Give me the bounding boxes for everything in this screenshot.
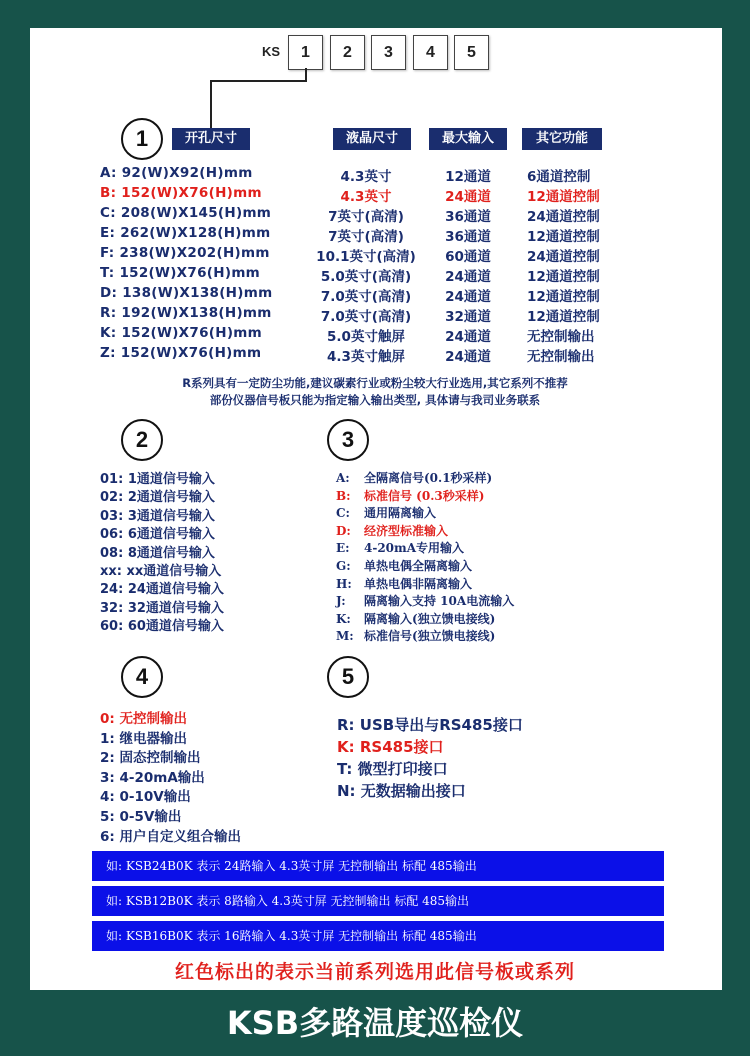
- lcd-size-cell: 7英寸(高清): [328, 209, 404, 225]
- input-type-item: [336, 488, 514, 506]
- channel-count-item: 60: 60通道信号输入: [100, 619, 224, 635]
- input-type-item: [336, 523, 514, 541]
- code-box-3: 3: [371, 35, 406, 70]
- input-type-code: A:: [336, 471, 350, 485]
- cutout-size-cell: Z: 152(W)X76(H)mm: [100, 345, 262, 361]
- connector-line: [210, 80, 212, 132]
- function-cell: 12通道控制: [527, 269, 600, 285]
- section-2-number: 2: [121, 419, 163, 461]
- max-input-cell: 36通道: [445, 209, 491, 225]
- product-title: KSB多路温度巡检仪: [226, 1004, 524, 1042]
- input-type-text: 通用隔离输入: [364, 506, 437, 521]
- channel-count-item: 03: 3通道信号输入: [100, 508, 215, 524]
- communication-item: R: USB导出与RS485接口: [337, 716, 523, 734]
- input-type-code: D:: [336, 523, 351, 538]
- control-output-item: 3: 4-20mA输出: [100, 769, 205, 786]
- input-type-item: [336, 558, 514, 576]
- input-type-text: 经济型标准输入: [364, 523, 449, 538]
- channel-count-item: xx: xx通道信号输入: [100, 563, 222, 579]
- control-output-item: 2: 固态控制输出: [100, 750, 201, 767]
- input-type-item: [336, 470, 514, 488]
- section-4-number: 4: [121, 656, 163, 698]
- input-type-item: [336, 611, 514, 629]
- model-prefix: KS: [262, 44, 281, 59]
- function-cell: 24通道控制: [527, 209, 600, 225]
- input-type-text: 4-20mA专用输入: [364, 541, 465, 556]
- code-box-5: 5: [454, 35, 489, 70]
- header-cutout-size: 开孔尺寸: [172, 128, 250, 150]
- channel-count-item: 08: 8通道信号输入: [100, 545, 215, 561]
- function-cell: 12通道控制: [527, 229, 600, 245]
- dust-note: R系列具有一定防尘功能,建议碳素行业或粉尘较大行业选用,其它系列不推荐: [182, 376, 568, 390]
- lcd-column: [314, 167, 418, 367]
- function-cell: 12通道控制: [527, 189, 600, 205]
- lcd-size-cell: 10.1英寸(高清): [316, 249, 416, 265]
- max-input-cell: 24通道: [445, 349, 491, 365]
- max-input-cell: 12通道: [445, 169, 491, 185]
- lcd-size-cell: 4.3英寸: [340, 169, 392, 185]
- input-type-text: 单热电偶全隔离输入: [364, 558, 473, 573]
- communication-item: N: 无数据输出接口: [337, 782, 466, 800]
- lcd-size-cell: 7.0英寸(高清): [320, 309, 412, 325]
- code-box-1: 1: [288, 35, 323, 70]
- cutout-size-cell: C: 208(W)X145(H)mm: [100, 205, 272, 221]
- communication-item: K: RS485接口: [337, 738, 444, 756]
- input-type-text: 隔离输入支持 10A电流输入: [364, 594, 515, 609]
- cutout-size-cell: K: 152(W)X76(H)mm: [100, 325, 263, 341]
- control-output-item: 6: 用户自定义组合输出: [100, 828, 241, 845]
- section-5-number: 5: [327, 656, 369, 698]
- input-type-code: B:: [336, 488, 351, 503]
- input-type-code: J:: [336, 594, 346, 609]
- header-lcd-size: 液晶尺寸: [333, 128, 411, 150]
- code-box-4: 4: [413, 35, 448, 70]
- input-type-text: 隔离输入(独立馈电接线): [364, 611, 496, 626]
- function-column: [527, 167, 600, 367]
- input-type-code: M:: [336, 629, 354, 644]
- code-box-2: 2: [330, 35, 365, 70]
- max-input-cell: 24通道: [445, 289, 491, 305]
- cutout-column: [100, 163, 272, 363]
- lcd-size-cell: 5.0英寸(高清): [320, 269, 412, 285]
- input-type-item: [336, 628, 514, 646]
- channel-count-item: 32: 32通道信号输入: [100, 600, 224, 616]
- example-bar-1: 如: KSB24B0K 表示 24路输入 4.3英寸屏 无控制输出 标配 485输出: [92, 851, 664, 881]
- max-input-cell: 24通道: [445, 329, 491, 345]
- input-type-item: [336, 576, 514, 594]
- control-output-item: 4: 0-10V输出: [100, 789, 191, 806]
- inputs-column: [432, 167, 504, 367]
- input-type-text: 单热电偶非隔离输入: [364, 576, 473, 591]
- example-bar-2: 如: KSB12B0K 表示 8路输入 4.3英寸屏 无控制输出 标配 485输出: [92, 886, 664, 916]
- communication-item: T: 微型打印接口: [337, 760, 448, 778]
- input-type-code: C:: [336, 506, 350, 521]
- max-input-cell: 24通道: [445, 269, 491, 285]
- cutout-size-cell: B: 152(W)X76(H)mm: [100, 185, 262, 201]
- input-type-text: 标准信号 (0.3秒采样): [364, 488, 485, 503]
- section-3-number: 3: [327, 419, 369, 461]
- input-type-code: H:: [336, 576, 352, 591]
- signal-board-note: 部份仪器信号板只能为指定输入输出类型, 具体请与我司业务联系: [209, 393, 541, 407]
- input-type-item: [336, 593, 514, 611]
- control-output-item: 1: 继电器输出: [100, 730, 187, 747]
- input-type-code: G:: [336, 558, 351, 573]
- input-type-item: [336, 540, 514, 558]
- cutout-size-cell: T: 152(W)X76(H)mm: [100, 265, 261, 281]
- channel-count-item: 06: 6通道信号输入: [100, 527, 215, 543]
- cutout-size-cell: R: 192(W)X138(H)mm: [100, 305, 272, 321]
- cutout-size-cell: D: 138(W)X138(H)mm: [100, 285, 273, 301]
- cutout-size-cell: E: 262(W)X128(H)mm: [100, 225, 271, 241]
- example-bar-3: 如: KSB16B0K 表示 16路输入 4.3英寸屏 无控制输出 标配 485输出: [92, 921, 664, 951]
- max-input-cell: 24通道: [445, 189, 491, 205]
- section-1-number: 1: [121, 118, 163, 160]
- function-cell: 无控制输出: [527, 349, 595, 365]
- lcd-size-cell: 4.3英寸: [340, 189, 392, 205]
- function-cell: 24通道控制: [527, 249, 600, 265]
- connector-line: [210, 80, 307, 82]
- control-output-item: 0: 无控制输出: [100, 711, 187, 727]
- cutout-size-cell: A: 92(W)X92(H)mm: [100, 165, 253, 181]
- channel-count-item: 01: 1通道信号输入: [100, 472, 215, 487]
- communication-list: [337, 714, 523, 802]
- function-cell: 12通道控制: [527, 309, 600, 325]
- lcd-size-cell: 7英寸(高清): [328, 229, 404, 245]
- max-input-cell: 60通道: [445, 249, 491, 265]
- channel-count-item: 24: 24通道信号输入: [100, 582, 224, 598]
- input-type-text: 标准信号(独立馈电接线): [364, 629, 496, 644]
- channel-count-list: [100, 471, 224, 637]
- function-cell: 无控制输出: [527, 329, 595, 345]
- function-cell: 12通道控制: [527, 289, 600, 305]
- max-input-cell: 32通道: [445, 309, 491, 325]
- input-type-list: [336, 470, 514, 646]
- max-input-cell: 36通道: [445, 229, 491, 245]
- header-other-function: 其它功能: [522, 128, 602, 150]
- red-highlight-note: 红色标出的表示当前系列选用此信号板或系列: [174, 961, 575, 983]
- input-type-code: E:: [336, 541, 350, 556]
- input-type-item: [336, 505, 514, 523]
- function-cell: 6通道控制: [527, 169, 591, 185]
- header-max-input: 最大输入: [429, 128, 507, 150]
- input-type-text: 全隔离信号(0.1秒采样): [364, 471, 493, 485]
- input-type-code: K:: [336, 611, 351, 626]
- lcd-size-cell: 7.0英寸(高清): [320, 289, 412, 305]
- lcd-size-cell: 4.3英寸触屏: [327, 349, 405, 365]
- cutout-size-cell: F: 238(W)X202(H)mm: [100, 245, 270, 261]
- lcd-size-cell: 5.0英寸触屏: [327, 329, 405, 345]
- channel-count-item: 02: 2通道信号输入: [100, 490, 215, 506]
- control-output-item: 5: 0-5V输出: [100, 808, 182, 825]
- control-output-list: [100, 710, 241, 847]
